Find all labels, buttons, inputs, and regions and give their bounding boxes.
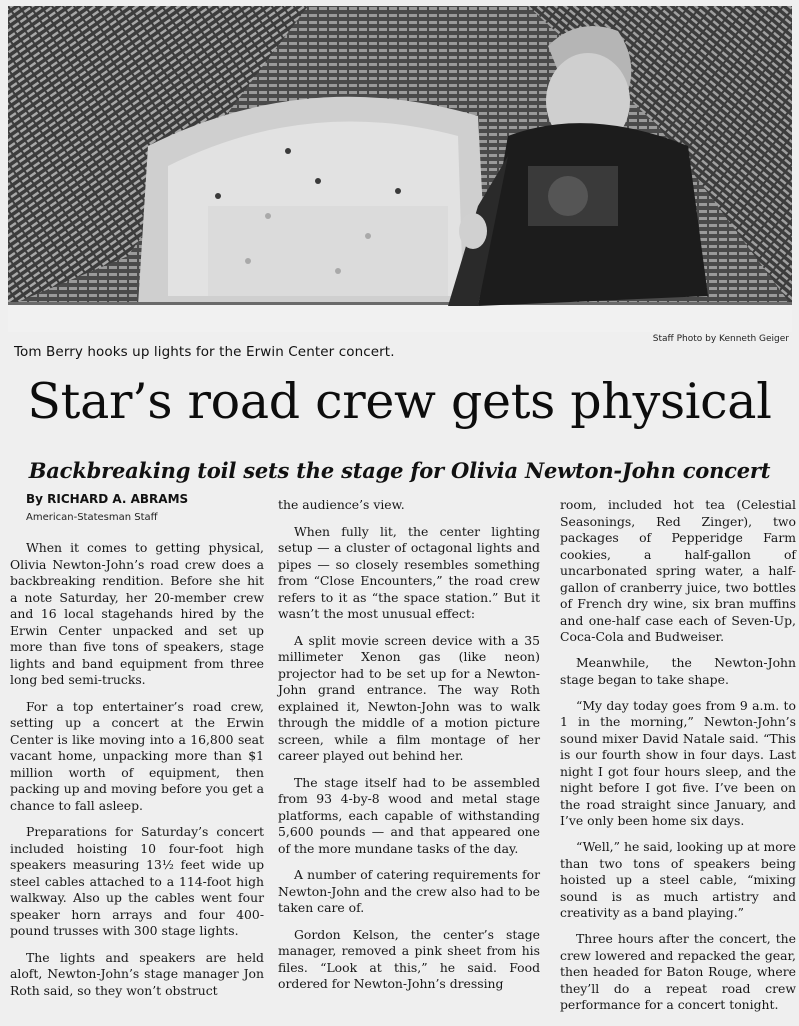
news-photo — [8, 6, 792, 332]
paragraph: For a top entertainer’s road crew, setting up a concert at the Erwin Center is like moving into a 16,800 seat vacant home, unpacking more than $1 million worth of equipment, then packing up and moving before you get a chance to fall asleep. — [10, 698, 264, 813]
byline: By RICHARD A. ABRAMS — [26, 492, 189, 506]
paragraph: The stage itself had to be assembled from 93 4-by-8 wood and metal stage platforms, each capable of withstanding 5,600 pounds — and that appeared one of the more mundane tasks of the day. — [278, 774, 540, 856]
article-column-2 — [278, 497, 540, 1003]
photo-illustration — [8, 6, 792, 332]
headline: Star’s road crew gets physical — [27, 373, 772, 430]
paragraph-continued: the audience’s view. — [278, 497, 405, 512]
photo-caption: Tom Berry hooks up lights for the Erwin Center concert. — [14, 344, 395, 360]
article-column-1 — [10, 540, 264, 1009]
paragraph: Three hours after the concert, the crew lowered and repacked the gear, then headed for Baton Rouge, where they’ll do a repeat road crew performance for a concert tonight. — [560, 931, 796, 1012]
paragraph: A number of catering requirements for Newton-John and the crew also had to be taken care of. — [278, 867, 540, 915]
paragraph: Meanwhile, the Newton-John stage began to take shape. — [560, 655, 796, 687]
paragraph: Preparations for Saturday’s concert included hoisting 10 four-foot high speakers measuring 13½ feet wide up steel cables attached to a 114-foot high walkway. Also up the cables went four speaker horn arrays and four 400-pound trusses with 300 stage lights. — [10, 824, 264, 938]
paragraph: When fully lit, the center lighting setup — a cluster of octagonal lights and pipes — so closely resembles something from “Close Encounters,” the road crew refers to it as “the space station.” But it wasn’t the most unusual effect: — [278, 523, 540, 621]
paragraph: “My day today goes from 9 a.m. to 1 in the morning,” Newton-John’s sound mixer David Natale said. “This is our fourth show in four days. Last night I got four hours sleep, and the night before I got five. I’ve been on the road straight since January, and I’ve only been home six days. — [560, 697, 796, 828]
article-column-3 — [560, 497, 796, 1023]
subheadline: Backbreaking toil sets the stage for Olivia Newton-John concert — [28, 458, 771, 483]
paragraph: When it comes to getting physical, Olivia Newton-John’s road crew does a backbreaking rendition. Before she hit a note Saturday, her 20-member crew and 16 local stagehands hired by the Erwin Center unpacked and set up more than five tons of speakers, stage lights and band equipment from three long bed semi-trucks. — [10, 540, 264, 687]
paragraph: The lights and speakers are held aloft, Newton-John’s stage manager Jon Roth said, so they won’t obstruct — [10, 949, 264, 998]
paragraph: A split movie screen device with a 35 millimeter Xenon gas (like neon) projector had to be set up for a Newton-John grand entrance. The way Roth explained it, Newton-John was to walk through the middle of a motion picture screen, while a film montage of her career played out behind her. — [278, 632, 540, 763]
paragraph: “Well,” he said, looking up at more than two tons of speakers being hoisted up a steel cable, “mixing sound is as much artistry and creativity as a band playing.” — [560, 839, 796, 920]
paragraph: Gordon Kelson, the center’s stage manager, removed a pink sheet from his files. “Look at this,” he said. Food ordered for Newton-John’s dressing — [278, 926, 540, 991]
byline-affiliation: American-Statesman Staff — [26, 512, 158, 523]
photo-credit: Staff Photo by Kenneth Geiger — [652, 334, 789, 344]
paragraph-continued: room, included hot tea (Celestial Seasonings, Red Zinger), two packages of Pepperidge Farm cookies, a half-gallon of uncarbonated spring water, a half-gallon of cranberry juice, two bottles of French dry wine, six bran muffins and one-half case each of Seven-Up, Coca-Cola and Budweiser. — [560, 497, 796, 644]
